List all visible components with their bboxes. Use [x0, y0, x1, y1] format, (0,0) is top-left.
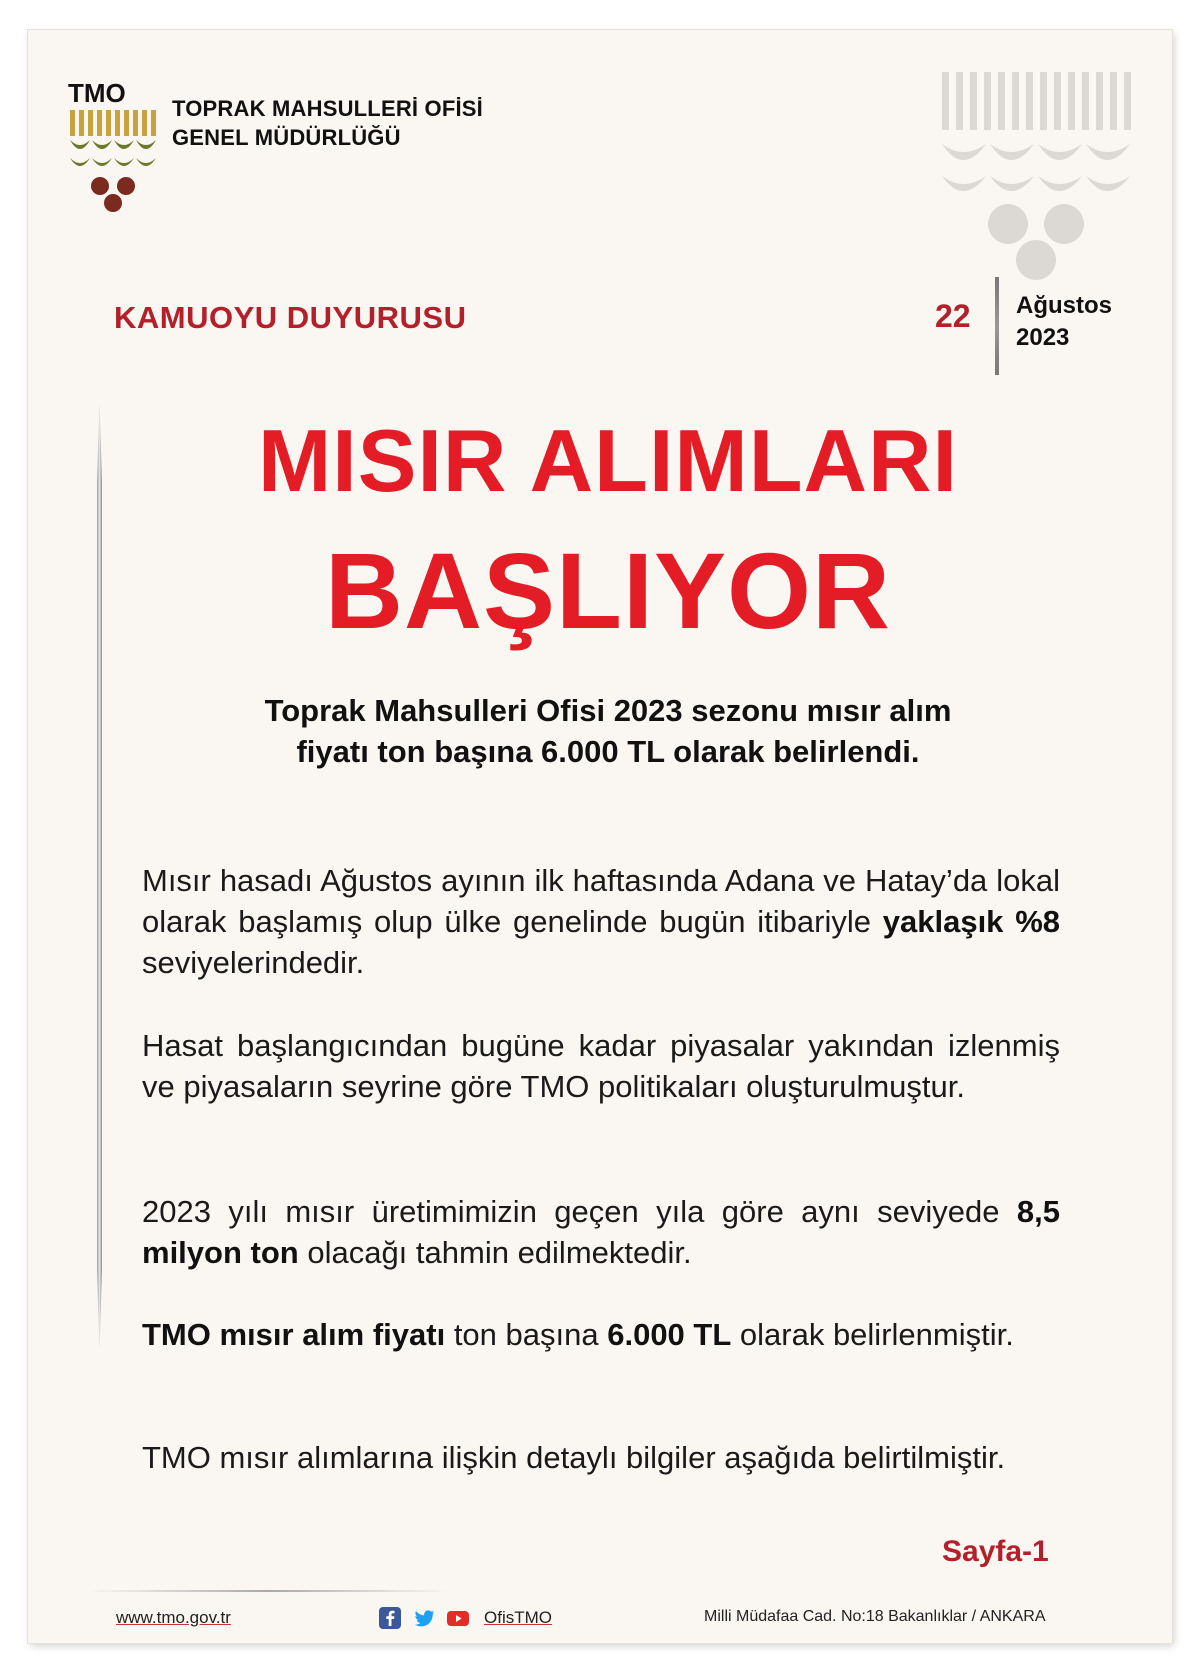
announcement-page: [28, 30, 1172, 1643]
watermark-logo: [938, 52, 1148, 287]
date-year: 2023: [1016, 324, 1070, 351]
org-name-line2: GENEL MÜDÜRLÜĞÜ: [172, 125, 401, 150]
paragraph-production-estimate: 2023 yılı mısır üretimimizin geçen yıla göre aynı seviyede 8,5 milyon ton olacağı tahmin edilmektedir.: [142, 1194, 1060, 1270]
leaf-graphic: [70, 140, 156, 166]
paragraph-market-monitoring: Hasat başlangıcından bugüne kadar piyasalar yakından izlenmiş ve piyasaların seyrine göre TMO politikaları oluşturulmuştur.: [142, 1028, 1060, 1104]
social-media-links: [378, 1606, 552, 1630]
paragraph-purchase-price: TMO mısır alım fiyatı ton başına 6.000 TL olarak belirlenmiştir.: [142, 1317, 1014, 1352]
youtube-icon[interactable]: [446, 1606, 470, 1630]
paragraph-details-note: TMO mısır alımlarına ilişkin detaylı bilgiler aşağıda belirtilmiştir.: [142, 1440, 1006, 1475]
lead-summary: [138, 690, 1078, 772]
wheat-stalks-graphic: [70, 110, 156, 136]
website-link[interactable]: www.tmo.gov.tr: [116, 1608, 231, 1627]
decorative-side-rule: [96, 402, 103, 1350]
grain-circles-graphic: [91, 177, 135, 212]
office-address: Milli Müdafaa Cad. No:18 Bakanlıklar / ANKARA: [704, 1608, 1046, 1625]
twitter-icon[interactable]: [412, 1606, 436, 1630]
organization-name: [172, 94, 483, 152]
page-number: Sayfa-1: [942, 1535, 1049, 1568]
notice-title: KAMUOYU DUYURUSU: [114, 300, 467, 335]
social-handle[interactable]: OfisTMO: [484, 1608, 552, 1627]
lead-line2: fiyatı ton başına 6.000 TL olarak belirlendi.: [296, 734, 920, 769]
date-month-year: [1016, 290, 1112, 354]
date-month: Ağustos: [1016, 292, 1112, 319]
footer-divider: [88, 1590, 448, 1592]
date-divider: [995, 277, 999, 375]
paragraph-harvest-status: Mısır hasadı Ağustos ayının ilk haftasında Adana ve Hatay’da lokal olarak başlamış olup ülke genelinde bugün itibariyle yaklaşık %8 seviyelerindedir.: [142, 863, 1060, 980]
facebook-icon[interactable]: [378, 1606, 402, 1630]
org-name-line1: TOPRAK MAHSULLERİ OFİSİ: [172, 96, 483, 121]
headline-line2: BAŞLIYOR: [324, 530, 892, 651]
logo-text: TMO: [68, 78, 126, 108]
date-day: 22: [935, 298, 971, 334]
tmo-logo: [68, 78, 178, 223]
headline-line1: MISIR ALIMLARI: [258, 411, 958, 510]
lead-line1: Toprak Mahsulleri Ofisi 2023 sezonu mısır alım: [264, 693, 952, 728]
